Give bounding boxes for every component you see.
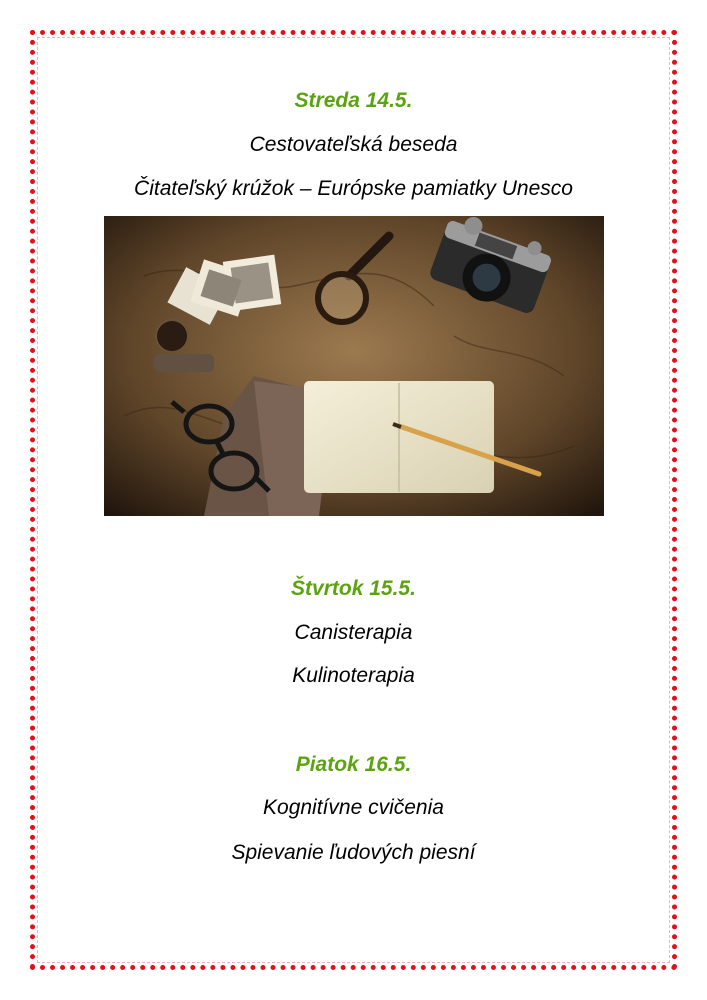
activity-item: Kulinoterapia	[292, 664, 415, 687]
activity-item: Kognitívne cvičenia	[263, 796, 444, 819]
activity-item: Čitateľský krúžok – Európske pamiatky Unesco	[134, 177, 573, 200]
day-heading-wednesday: Streda 14.5.	[294, 89, 413, 112]
activity-item: Cestovateľská beseda	[249, 133, 458, 156]
travel-desk-photo	[104, 216, 604, 516]
activity-item: Spievanie ľudových piesní	[231, 841, 476, 864]
day-heading-thursday: Štvrtok 15.5.	[291, 577, 416, 600]
day-heading-friday: Piatok 16.5.	[295, 753, 412, 776]
activity-item: Canisterapia	[294, 621, 413, 644]
notebook	[304, 381, 494, 493]
